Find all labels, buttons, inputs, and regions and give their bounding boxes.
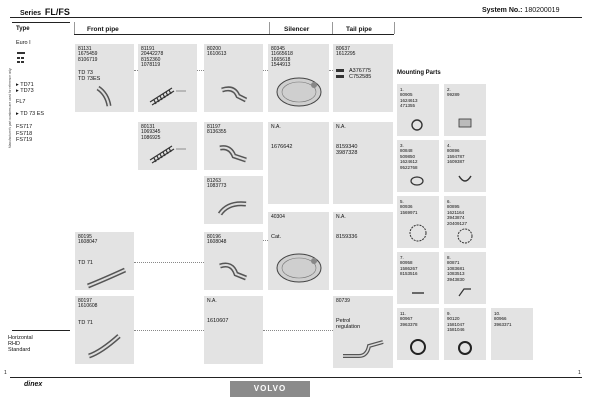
connector	[134, 330, 204, 331]
euro-label: Euro I	[16, 40, 31, 46]
sep	[74, 22, 75, 34]
config-label: Horizontal RHD Standard	[8, 335, 33, 354]
sep	[394, 22, 395, 34]
part-number: 81197 8136355	[207, 124, 227, 136]
flex-pipe-image	[146, 82, 188, 108]
part-type: TD 71	[78, 260, 93, 266]
footer-rule	[10, 377, 582, 378]
part-box-80196[interactable]	[204, 232, 263, 290]
part-ref: 8159336	[336, 234, 358, 240]
bracket-icon	[456, 286, 474, 300]
part-box-81191[interactable]	[138, 44, 197, 112]
silencer-image	[274, 74, 324, 110]
sep	[332, 22, 333, 34]
sleeve-icon	[456, 116, 474, 130]
flex-pipe-image	[146, 140, 188, 166]
section-front-pipe: Front pipe	[87, 26, 119, 33]
part-box-80200[interactable]	[204, 44, 263, 112]
dinex-logo: dinex	[24, 381, 43, 388]
pipe-image	[216, 196, 252, 220]
bottom-rule	[12, 330, 70, 331]
part-number: N.A.	[271, 124, 281, 130]
mount-box-2[interactable]	[444, 84, 486, 136]
pipe-image	[93, 84, 123, 110]
section-tail-pipe: Tail pipe	[346, 26, 372, 33]
mount-box-4[interactable]	[444, 140, 486, 192]
system-number: System No.: 180200019	[482, 7, 560, 14]
part-box-na1[interactable]	[268, 122, 329, 204]
part-box-na4[interactable]	[204, 296, 263, 364]
part-number: 81191 20442278 8152360 1078119	[141, 46, 164, 69]
mount-box-8[interactable]	[444, 252, 486, 304]
part-box-80345[interactable]	[268, 44, 329, 112]
mount-box-1[interactable]	[397, 84, 439, 136]
gasket-icon	[409, 174, 425, 188]
engine-symbols	[16, 52, 26, 62]
type-td73es: ▸ TD 73 ES	[16, 111, 45, 117]
engine-icon	[335, 68, 347, 80]
connector	[329, 70, 333, 71]
part-box-80195[interactable]	[75, 232, 134, 290]
part-box-na3[interactable]	[333, 212, 393, 290]
mount-code: 7. 80958 1586267 8153516	[400, 255, 418, 277]
type-td71: ▸ TD71	[16, 82, 34, 88]
part-number: 80200 1610613	[207, 46, 227, 58]
part-type: TD 73 TD 73ES	[78, 70, 101, 82]
clamp-ring-icon	[454, 338, 476, 358]
type-td73: ▸ TD73	[16, 88, 34, 94]
part-box-81197[interactable]	[204, 122, 263, 170]
ring-clamp-icon	[407, 222, 429, 244]
section-rule	[74, 34, 394, 35]
mount-code: 11. 80967 3963378	[400, 311, 418, 327]
part-note: Petrol regulation	[336, 318, 361, 330]
mount-code: 8. 80871 1083681 1083513 3943830	[447, 255, 465, 282]
mount-box-6[interactable]	[444, 196, 486, 248]
brand-badge: VOLVO	[230, 381, 310, 397]
mount-code: 4. 80896 1594787 1609387	[447, 143, 465, 165]
part-number: 40304	[271, 214, 285, 220]
part-number: N.A.	[207, 298, 217, 304]
mount-box-7[interactable]	[397, 252, 439, 304]
disclaimer-text: Manufacturer's part numbers are used for reference only	[8, 68, 12, 148]
part-number: 80131 1069345 1086925	[141, 124, 161, 141]
sep	[269, 22, 270, 34]
part-box-80197[interactable]	[75, 296, 134, 364]
part-type: Cat.	[271, 234, 282, 240]
bolt-icon	[409, 286, 427, 300]
mount-box-11[interactable]	[397, 308, 439, 360]
part-number: 80196 1608048	[207, 234, 227, 246]
page-number-right: 1	[578, 370, 581, 376]
connector	[134, 70, 138, 71]
mount-code: 9. 90120 1581047 1581046	[447, 311, 465, 333]
catalyst-image	[274, 250, 324, 286]
header-rule	[10, 17, 582, 18]
part-ref: 1676642	[271, 144, 293, 150]
type-fs: FS717 FS718 FS719	[16, 124, 33, 143]
clamp-ring-icon	[407, 336, 429, 358]
mount-box-3[interactable]	[397, 140, 439, 192]
mounting-parts-title: Mounting Parts	[397, 70, 441, 76]
connector	[197, 70, 204, 71]
part-number: N.A.	[336, 214, 346, 220]
mount-code: 10. 80966 3963371	[494, 311, 512, 327]
pipe-image	[85, 264, 131, 290]
pipe-image	[216, 258, 252, 284]
part-box-40304[interactable]	[268, 212, 329, 290]
ring-clamp-icon	[454, 226, 476, 246]
mount-code: 1. 80905 1624613 471355	[400, 87, 418, 109]
pipe-image	[216, 142, 252, 166]
part-number: 80739	[336, 298, 350, 304]
part-box-80739[interactable]	[333, 296, 393, 368]
hanger-icon	[456, 172, 474, 186]
clamp-icon	[409, 118, 425, 132]
connector	[263, 240, 268, 241]
part-number: 80197 1610608	[78, 298, 98, 310]
type-label: Type	[16, 26, 30, 32]
connector	[134, 262, 204, 263]
section-silencer: Silencer	[284, 26, 310, 33]
mount-code: 5. 80936 1569971	[400, 199, 418, 215]
pipe-image	[85, 332, 125, 360]
part-type: TD 71	[78, 320, 93, 326]
series-title: Series FL/FS	[20, 7, 70, 17]
part-number: 80345 11665618 1665618 1544913	[271, 46, 293, 69]
part-box-81131[interactable]	[75, 44, 134, 112]
part-number: 81263 1083773	[207, 178, 227, 190]
mount-box-9[interactable]	[444, 308, 486, 360]
connector	[263, 330, 333, 331]
part-box-80131[interactable]	[138, 122, 197, 170]
part-number: N.A.	[336, 124, 346, 130]
mount-code: 2. 99289	[447, 87, 460, 98]
page-number-left: 1	[4, 370, 7, 376]
part-box-80637[interactable]	[333, 44, 393, 112]
part-number: 80195 1608047	[78, 234, 98, 246]
part-box-81263[interactable]	[204, 176, 263, 224]
part-ref: A376775 C752585	[349, 68, 372, 80]
mount-box-5[interactable]	[397, 196, 439, 248]
part-ref: 8159340 3987328	[336, 144, 358, 156]
left-rule	[12, 22, 70, 23]
part-number: 81131 1675459 8106719	[78, 46, 98, 63]
type-fl7: FL7	[16, 99, 26, 105]
part-ref: 1610607	[207, 318, 229, 324]
pipe-image	[218, 82, 252, 106]
mount-box-10[interactable]	[491, 308, 533, 360]
mount-code: 6. 80895 1621164 3943874 20409127	[447, 199, 468, 226]
mount-code: 3. 80848 509850 1624612 9522768	[400, 143, 418, 170]
connector	[263, 70, 268, 71]
part-box-na2[interactable]	[333, 122, 393, 204]
part-number: 80637 1612295	[336, 46, 356, 58]
tailpipe-image	[339, 336, 389, 362]
